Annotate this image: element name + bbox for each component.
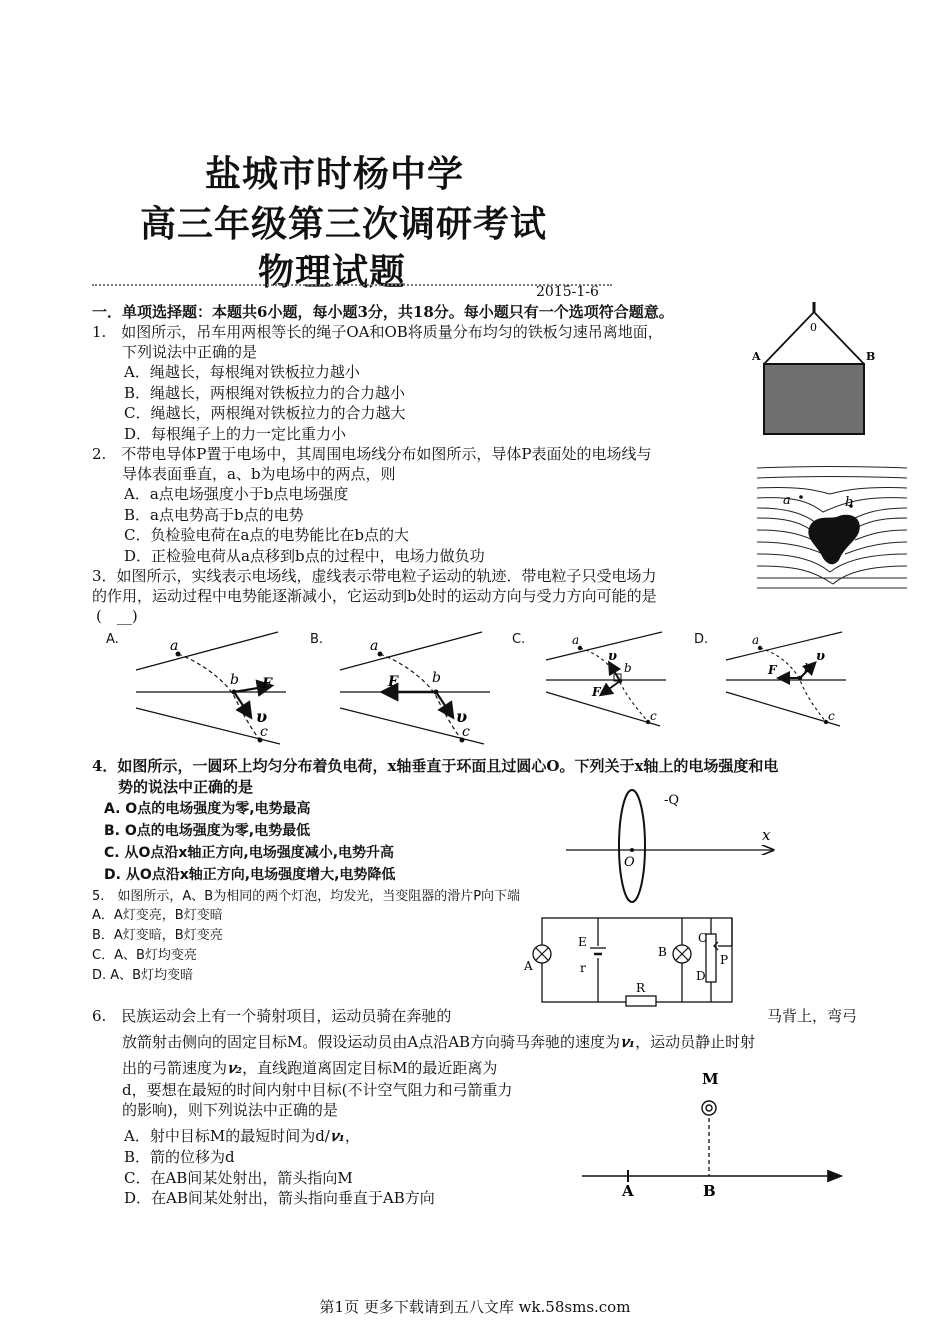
- q6-stem-line1a: 6. 民族运动会上有一个骑射项目，运动员骑在奔驰的: [92, 1007, 452, 1025]
- q3d-point-c: c: [828, 709, 835, 723]
- q3d-point-a: a: [752, 633, 760, 647]
- q2-point-b: b: [845, 495, 854, 510]
- q5-resistor-r-label: R: [636, 981, 646, 995]
- q6-stem-line5: 的影响)，则下列说法中正确的是: [122, 1101, 338, 1119]
- q2-figure-field-lines: [755, 460, 910, 595]
- q5-emf-label: E: [578, 935, 587, 949]
- q6-option-a-end: ，: [344, 1127, 360, 1145]
- q3c-point-a: a: [572, 633, 580, 647]
- q5-option-d: D. A、B灯均变暗: [92, 968, 194, 983]
- q2-point-a: a: [783, 493, 791, 508]
- q3b-velocity-label: υ: [456, 707, 468, 726]
- q5-option-c: C．A、B灯均变亮: [92, 948, 197, 963]
- q3b-point-a: a: [370, 638, 379, 654]
- q1-label-b: B: [866, 350, 876, 363]
- q3-option-d-label: D.: [694, 632, 709, 647]
- q5-option-b: B．A灯变暗，B灯变亮: [92, 928, 223, 943]
- q6-stem-line2-end: ，运动员静止时射: [635, 1033, 756, 1051]
- q6-option-d: D．在AB间某处射出，箭头指向垂直于AB方向: [124, 1189, 435, 1207]
- q3c-point-b: b: [624, 661, 632, 675]
- q6-option-a-v1: 𝑣₁: [329, 1127, 345, 1145]
- q3-option-c-label: C.: [512, 632, 526, 647]
- section-heading: 一．单项选择题：本题共6小题，每小题3分，共18分。每小题只有一个选项符合题意。: [92, 303, 674, 321]
- header-divider: [92, 284, 612, 286]
- q3-stem-line2: 的作用，运动过程中电势能逐渐减小，它运动到b处时的运动方向与受力方向可能的是: [92, 587, 657, 605]
- q1-option-b: B．绳越长，两根绳对铁板拉力的合力越小: [124, 384, 406, 402]
- q4-charge-label: -Q: [664, 793, 680, 808]
- q4-figure-ring-axis: [560, 786, 780, 906]
- q6-option-a: [124, 1126, 360, 1146]
- page-footer: 第1页 更多下载请到五八文库 wk.58sms.com: [319, 1298, 631, 1316]
- q2-stem-line2: 导体表面垂直，a、b为电场中的两点，则: [122, 465, 396, 483]
- q3-option-b-label: B.: [310, 632, 324, 647]
- q3-figure-d: [720, 626, 850, 730]
- q3d-point-b: b: [804, 661, 812, 675]
- q3c-velocity-label: υ: [608, 649, 618, 664]
- q1-figure-crane-plate: [748, 298, 888, 448]
- q6-point-b-label: B: [703, 1182, 716, 1200]
- q3a-velocity-label: υ: [256, 707, 268, 726]
- q3-figure-c: [540, 626, 670, 730]
- q3a-force-label: F: [262, 676, 272, 692]
- q6-stem-line3-text: 出的弓箭速度为: [122, 1059, 228, 1077]
- q1-option-a: A．绳越长，每根绳对铁板拉力越小: [124, 363, 360, 381]
- q5-rheostat-d-label: D: [696, 969, 706, 983]
- q6-point-a-label: A: [622, 1182, 634, 1200]
- q3d-force-label: F: [768, 663, 777, 677]
- q5-rheostat-c-label: C: [698, 931, 708, 945]
- q5-figure-circuit: [512, 912, 752, 1008]
- q2-option-b: B．a点电势高于b点的电势: [124, 506, 304, 524]
- q3c-force-label: F: [592, 685, 601, 699]
- exam-title: 高三年级第三次调研考试: [140, 204, 548, 245]
- q4-option-a: A. O点的电场强度为零,电势最高: [104, 801, 311, 817]
- q1-label-o: 0: [810, 321, 817, 334]
- q4-option-d: D. 从O点沿x轴正方向,电场强度增大,电势降低: [104, 867, 396, 883]
- q3a-point-b: b: [230, 672, 239, 688]
- q1-option-c: C．绳越长，两根绳对铁板拉力的合力越大: [124, 404, 406, 422]
- q5-internal-r-label: r: [580, 961, 586, 975]
- q4-option-c: C. 从O点沿x轴正方向,电场强度减小,电势升高: [104, 845, 395, 861]
- q2-option-a: A．a点电场强度小于b点电场强度: [124, 485, 349, 503]
- q3-answer-blank: ( __): [96, 607, 138, 625]
- q4-stem-line1: 4．如图所示，一圆环上均匀分布着负电荷，x轴垂直于环面且过圆心O。下列关于x轴上的电场强度和电: [92, 757, 779, 775]
- q5-lamp-a-label: A: [524, 959, 533, 973]
- q3b-point-b: b: [432, 670, 441, 686]
- q6-target-m-label: M: [702, 1070, 719, 1088]
- q3c-point-c: c: [650, 709, 657, 723]
- q6-option-a-text: A．射中目标M的最短时间为d/: [124, 1127, 330, 1145]
- q6-figure-target: [578, 1066, 848, 1202]
- q6-stem-line1b: 马背上，弯弓: [767, 1007, 858, 1025]
- subject-title: 物理试题: [258, 252, 407, 293]
- q4-o-label: O: [624, 855, 635, 870]
- q1-option-d: D．每根绳子上的力一定比重力小: [124, 425, 347, 443]
- q6-v1-symbol: 𝑣₁: [620, 1033, 636, 1051]
- q3-figure-b: [334, 626, 494, 750]
- q1-stem-line2: 下列说法中正确的是: [122, 343, 258, 361]
- q6-stem-line3-end: ，直线跑道离固定目标M的最近距离为: [242, 1059, 498, 1077]
- q1-label-a: A: [752, 350, 761, 363]
- q6-stem-line4: d，要想在最短的时间内射中目标(不计空气阻力和弓箭重力: [122, 1081, 513, 1099]
- q3-figure-a: [130, 626, 290, 750]
- q6-stem-line2-text: 放箭射击侧向的固定目标M。假设运动员由A点沿AB方向骑马奔驰的速度为: [122, 1033, 621, 1051]
- q1-stem-line1: 1. 如图所示，吊车用两根等长的绳子OA和OB将质量分布均匀的铁板匀速吊离地面，: [92, 323, 663, 341]
- q3-stem-line1: 3．如图所示，实线表示电场线，虚线表示带电粒子运动的轨迹．带电粒子只受电场力: [92, 567, 657, 585]
- q5-slider-p-label: P: [720, 953, 729, 967]
- q3a-point-c: c: [260, 724, 268, 740]
- q5-lamp-b-label: B: [658, 945, 667, 959]
- q2-option-c: C．负检验电荷在a点的电势能比在b点的大: [124, 526, 410, 544]
- q5-option-a: A．A灯变亮，B灯变暗: [92, 908, 223, 923]
- q6-option-b: B．箭的位移为d: [124, 1148, 235, 1166]
- q3d-velocity-label: υ: [816, 649, 826, 664]
- q4-x-label: x: [762, 826, 771, 844]
- school-title: 盐城市时杨中学: [205, 154, 465, 195]
- q3b-point-c: c: [462, 724, 470, 740]
- q6-stem-line2: [122, 1032, 755, 1052]
- exam-date: 2015-1-6: [536, 284, 599, 300]
- q6-v2-symbol: 𝑣₂: [227, 1059, 243, 1077]
- q3a-point-a: a: [170, 638, 179, 654]
- q3-option-a-label: A.: [106, 632, 119, 647]
- q2-stem-line1: 2. 不带电导体P置于电场中，其周围电场线分布如图所示，导体P表面处的电场线与: [92, 445, 652, 463]
- q4-stem-line2: 势的说法中正确的是: [118, 778, 254, 796]
- q3b-force-label: F: [388, 674, 398, 690]
- q5-stem: 5. 如图所示，A、B为相同的两个灯泡，均发光，当变阻器的滑片P向下端: [92, 889, 521, 904]
- q6-option-c: C．在AB间某处射出，箭头指向M: [124, 1169, 353, 1187]
- q2-option-d: D．正检验电荷从a点移到b点的过程中，电场力做负功: [124, 547, 485, 565]
- q4-option-b: B. O点的电场强度为零,电势最低: [104, 823, 311, 839]
- q6-stem-line3: [122, 1058, 497, 1078]
